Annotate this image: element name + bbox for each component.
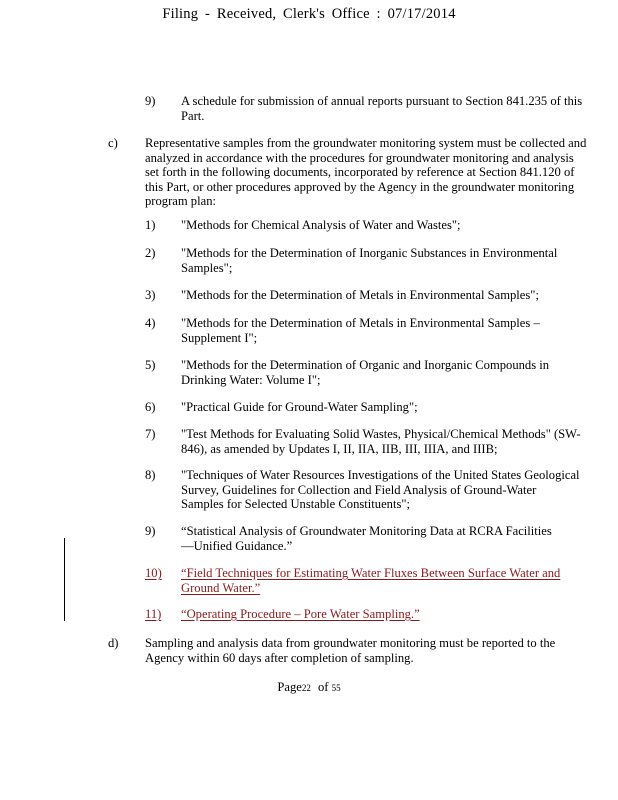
inserted-item-text: “Operating Procedure – Pore Water Sampling.” bbox=[181, 607, 420, 621]
list-item-number: 5) bbox=[145, 358, 156, 372]
list-item-number: 4) bbox=[145, 316, 156, 330]
list-item-number: 6) bbox=[145, 400, 156, 414]
section-c-text: Representative samples from the groundwater monitoring system must be collected and analyzed in accordance with the procedures for groundwater monitoring and analysis set forth in the following documents, incorporated by reference at Section 841.120 of this Part, or other procedures approved by the Agency in the groundwater monitoring program plan: bbox=[145, 136, 587, 209]
page-number: 22 bbox=[301, 683, 311, 693]
list-item-number: 9) bbox=[145, 524, 156, 538]
inserted-item-number: 11) bbox=[145, 607, 162, 621]
page-footer bbox=[0, 680, 618, 695]
revision-bar bbox=[64, 538, 65, 621]
list-item-text: "Test Methods for Evaluating Solid Wastes, Physical/Chemical Methods" (SW-846), as amended by Updates I, II, IIA, IIB, III, IIIA, and IIIB; bbox=[181, 427, 581, 456]
list-item-text: "Methods for the Determination of Organic and Inorganic Compounds in Drinking Water: Volume I"; bbox=[181, 358, 550, 387]
inserted-item-text: “Field Techniques for Estimating Water Fluxes Between Surface Water and Ground Water.” bbox=[181, 566, 561, 595]
inserted-item-number: 10) bbox=[145, 566, 162, 580]
list-item-number: 2) bbox=[145, 246, 156, 260]
page-label: Page bbox=[277, 680, 302, 694]
top-item-text: A schedule for submission of annual reports pursuant to Section 841.235 of this Part. bbox=[181, 94, 583, 123]
filing-stamp: Filing - Received, Clerk's Office : 07/17/2014 bbox=[162, 6, 456, 22]
list-item-text: "Methods for the Determination of Inorganic Substances in Environmental Samples"; bbox=[181, 246, 558, 275]
list-item-text: “Statistical Analysis of Groundwater Monitoring Data at RCRA Facilities—Unified Guidance.” bbox=[181, 524, 552, 553]
section-c-label: c) bbox=[108, 136, 118, 150]
list-item-text: "Methods for the Determination of Metals in Environmental Samples – Supplement I"; bbox=[181, 316, 540, 345]
section-d-label: d) bbox=[108, 636, 119, 650]
list-item-text: "Techniques of Water Resources Investigations of the United States Geological Survey, Guidelines for Collection and Field Analysis of Ground-Water Samples for Selected Unstable Constituents"; bbox=[181, 468, 580, 512]
list-item-number: 8) bbox=[145, 468, 156, 482]
list-item-number: 7) bbox=[145, 427, 156, 441]
section-d-text: Sampling and analysis data from groundwater monitoring must be reported to the Agency within 60 days after completion of sampling. bbox=[145, 636, 556, 665]
top-item-number: 9) bbox=[145, 94, 156, 108]
list-item-text: "Methods for the Determination of Metals in Environmental Samples"; bbox=[181, 288, 539, 302]
list-item-number: 3) bbox=[145, 288, 156, 302]
page-total: 55 bbox=[331, 683, 341, 693]
list-item-text: "Practical Guide for Ground-Water Sampling"; bbox=[181, 400, 418, 414]
of-label: of bbox=[317, 680, 329, 694]
list-item-text: "Methods for Chemical Analysis of Water and Wastes"; bbox=[181, 218, 461, 232]
list-item-number: 1) bbox=[145, 218, 156, 232]
